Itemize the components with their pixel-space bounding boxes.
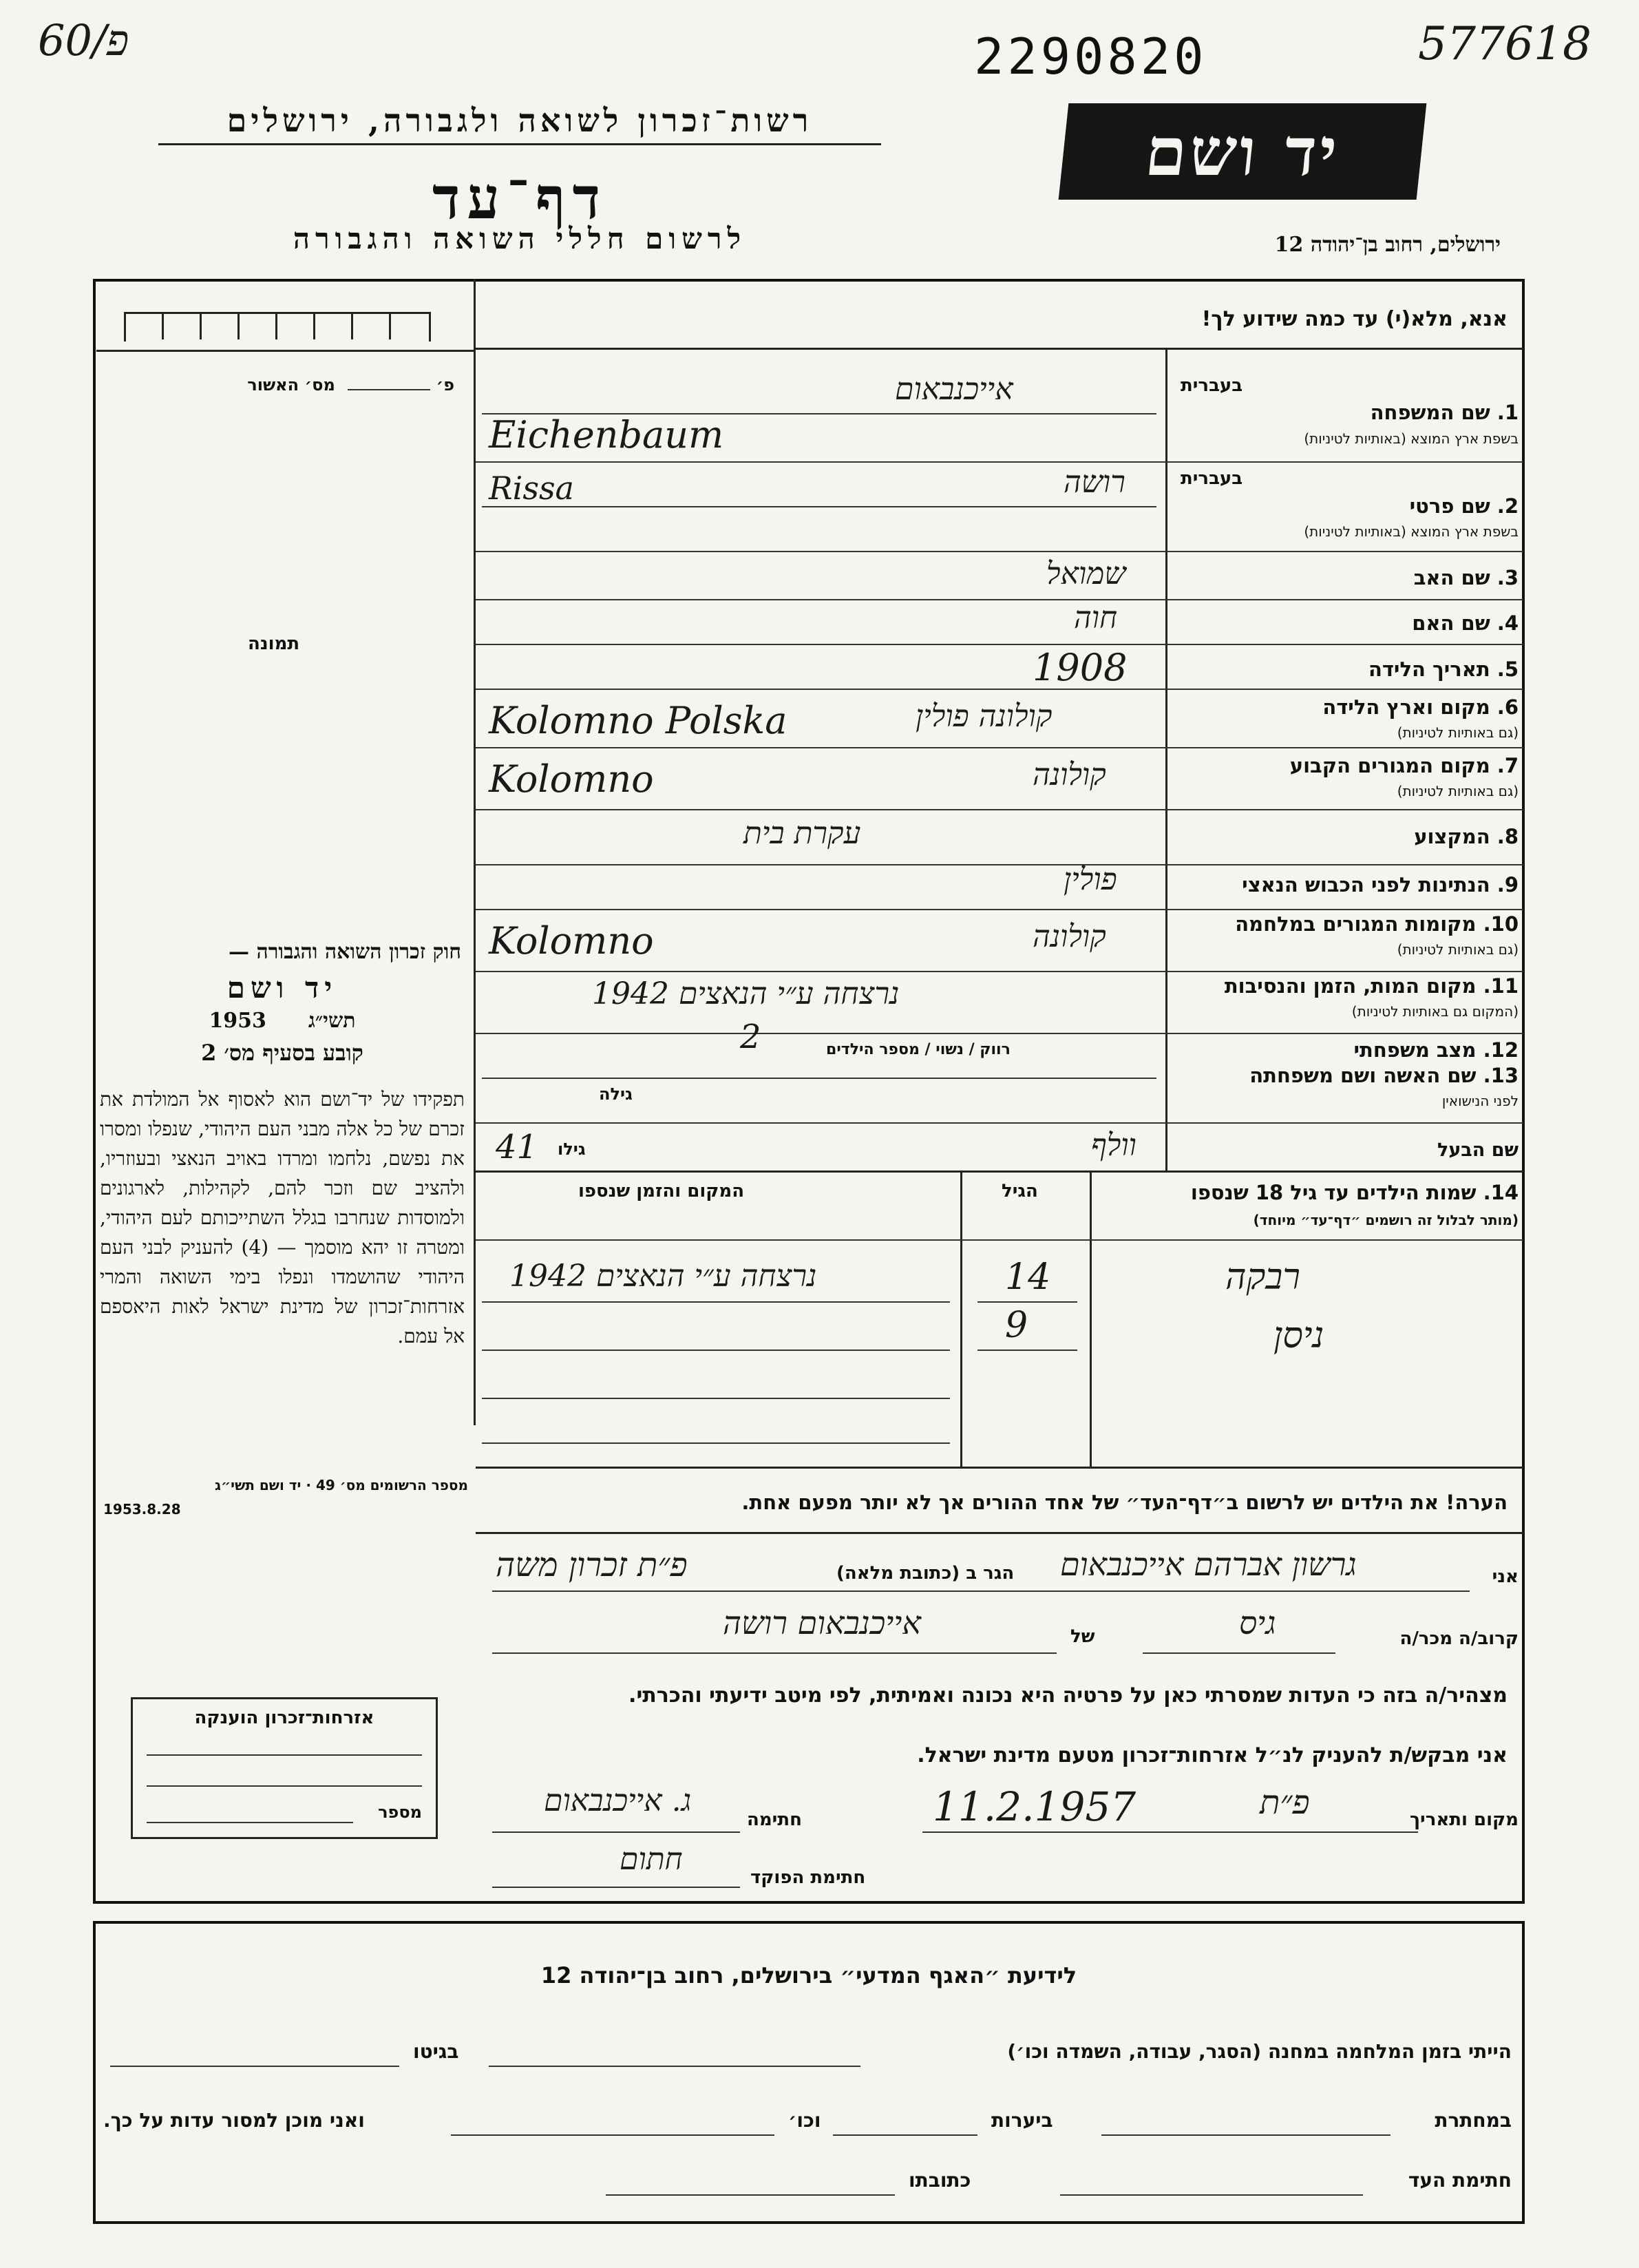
field-13-label: 13. שם האשה ושם משפחתה xyxy=(1249,1064,1519,1087)
declaration-statement: מצהיר/ה בזה כי העדות שמסרתי כאן על פרטיה היא נכונה ואמיתית, לפי מיטב ידיעתי והכרתי. xyxy=(628,1683,1508,1708)
citizenship-number-label: מספר xyxy=(378,1803,422,1822)
signature-value: ג. אייכנבאום xyxy=(544,1783,692,1818)
field-4-value: חוה xyxy=(1074,600,1118,636)
labels-column-divider xyxy=(1165,348,1167,1170)
field-9-label: 9. הנתינות לפני הכבוש הנאצי xyxy=(1242,873,1519,896)
row-sep xyxy=(476,644,1523,645)
bottom-line1-blank2 xyxy=(110,2066,399,2067)
row-sep xyxy=(476,747,1523,748)
relation-value: גיס xyxy=(1239,1604,1276,1641)
bottom-line3-blank1 xyxy=(1060,2194,1363,2196)
value-subline xyxy=(482,506,1156,507)
bottom-line2-start: במחתרת xyxy=(1435,2109,1512,2132)
row-sep xyxy=(476,971,1523,972)
logo-text: יד ושם xyxy=(1141,112,1344,191)
signature-label: חתימה xyxy=(747,1809,802,1830)
field-12-label: 12. מצב משפחתי xyxy=(1353,1038,1519,1062)
field-11-value: נרצחה ע״י הנאצים 1942 xyxy=(592,976,900,1011)
address-line: ירושלים, רחוב בן־יהודה 12 xyxy=(1274,233,1501,257)
field-1-heb-hint: בעברית xyxy=(1181,375,1243,396)
form-title: דף־עד xyxy=(432,164,607,232)
field-4-label: 4. שם האם xyxy=(1412,611,1519,635)
corner-mark-left: 60/פ xyxy=(38,15,129,65)
approval-number-row xyxy=(117,375,454,395)
place-value: פ״ת xyxy=(1260,1783,1310,1822)
husband-age-label: גילו xyxy=(558,1140,586,1159)
note-underline xyxy=(476,1532,1523,1534)
form-subtitle: לרשום חללי השואה והגבורה xyxy=(293,222,747,255)
bottom-line2-blank1 xyxy=(1101,2134,1390,2136)
relative-label: קרוב/ה מכר/ה xyxy=(1399,1628,1519,1649)
citizenship-box-line xyxy=(147,1754,422,1756)
field-2-value-lat: Rissa xyxy=(489,470,574,507)
field-10-value-lat: Kolomno xyxy=(489,919,654,963)
children-label: 14. שמות הילדים עד גיל 18 שנספו xyxy=(1190,1181,1519,1204)
law-name: יד ושם xyxy=(226,971,338,1005)
field-6-value-lat: Kolomno Polska xyxy=(489,699,787,742)
field-3-label: 3. שם האב xyxy=(1413,566,1519,589)
field-10-sub: (גם באותיות לטיניות) xyxy=(1397,941,1519,958)
citizenship-number-line xyxy=(147,1822,353,1823)
field-1-value-lat: Eichenbaum xyxy=(489,413,724,456)
bottom-line2-mid1: ביערות xyxy=(991,2109,1053,2132)
bottom-line1-label: הייתי בזמן המלחמה במחנה (הסגר, עבודה, השמדה וכו׳) xyxy=(1007,2040,1512,2063)
field-8-label: 8. המקצוע xyxy=(1414,825,1519,848)
bottom-line2-mid2: וכו׳ xyxy=(788,2109,821,2132)
husband-name-label: שם הבעל xyxy=(1437,1140,1519,1161)
bottom-line2-blank3 xyxy=(451,2134,774,2136)
children-row-line xyxy=(482,1301,950,1303)
row-sep xyxy=(476,1122,1523,1124)
instruction-underline xyxy=(476,348,1523,350)
of-label: של xyxy=(1070,1626,1095,1647)
field-13-age-label: גילה xyxy=(599,1084,633,1104)
children-note: הערה! את הילדים יש לרשום ב״דף־העד״ של אחד ההורים אך לא יותר מפעם אחת. xyxy=(741,1491,1508,1514)
row-sep xyxy=(476,1033,1523,1034)
field-2-label: 2. שם פרטי xyxy=(1409,494,1519,518)
declarant-name: גרשון אברהם אייכנבאום xyxy=(1060,1546,1357,1583)
row-sep xyxy=(476,599,1523,600)
child-1-age: 14 xyxy=(1005,1257,1051,1298)
field-2-value-heb: רושה xyxy=(1064,465,1125,500)
row-sep xyxy=(476,461,1523,463)
child-2-name: ניסן xyxy=(1273,1315,1324,1356)
field-8-value: עקרת בית xyxy=(743,816,861,851)
officer-signature-line xyxy=(492,1887,740,1888)
declaration-line xyxy=(492,1590,1470,1592)
field-13-sub: לפני הנישואין xyxy=(1441,1093,1519,1109)
relation-line xyxy=(1143,1652,1335,1654)
publication-note: מספר הרשומים מס׳ 49 · יד ושם תשי״ג xyxy=(215,1477,468,1493)
authority-line: רשות־זכרון לשואה ולגבורה, ירושלים xyxy=(226,102,813,139)
place-date-label: מקום ותאריך xyxy=(1410,1809,1519,1830)
field-2-heb-hint: בעברית xyxy=(1181,468,1243,489)
officer-signature-value: חתום xyxy=(620,1842,683,1877)
row-sep xyxy=(476,909,1523,910)
children-col-age: הגיל xyxy=(1002,1181,1038,1201)
children-row-line xyxy=(977,1350,1077,1351)
children-row-line xyxy=(482,1442,950,1444)
law-year-heb: תשי״ג xyxy=(308,1009,356,1033)
citizenship-box-title: אזרחות־זכרון הוענקה xyxy=(194,1708,374,1728)
child-1-name: רבקה xyxy=(1225,1257,1300,1298)
field-5-label: 5. תאריך הלידה xyxy=(1368,658,1519,681)
children-divider-age xyxy=(960,1170,962,1467)
yad-vashem-logo xyxy=(1059,103,1427,200)
bottom-line3-signature-label: חתימת העד xyxy=(1408,2169,1512,2192)
field-1-sub: בשפת ארץ המוצא (באותיות לטיניות) xyxy=(1304,430,1519,447)
field-12-value: 2 xyxy=(740,1018,761,1056)
bottom-line3-address-label: כתובתו xyxy=(909,2169,971,2192)
citizenship-box xyxy=(131,1697,438,1839)
corner-mark-right: 577618 xyxy=(1418,17,1592,70)
side-header-boxes xyxy=(96,281,474,352)
instruction-line: אנא, מלא(י) עד כמה שידוע לך! xyxy=(1201,307,1508,331)
field-6-sub: (גם באותיות לטיניות) xyxy=(1397,724,1519,741)
row-sep xyxy=(476,1170,1523,1173)
authority-underline xyxy=(158,143,881,145)
children-row-line xyxy=(482,1350,950,1351)
field-11-sub: (המקום גם באותיות לטיניות) xyxy=(1351,1003,1519,1020)
field-11-label: 11. מקום המות, הזמן והנסיבות xyxy=(1224,974,1519,998)
field-6-value-heb: קולונה פולין xyxy=(916,699,1053,734)
law-clause: קובע בסעיף מס׳ 2 xyxy=(201,1040,363,1066)
declarant-address: פ״ת זכרון משה xyxy=(496,1546,688,1584)
children-row-line xyxy=(482,1398,950,1399)
law-title: חוק זכרון השואה והגבורה — xyxy=(229,940,461,964)
children-table-bottom xyxy=(476,1467,1523,1469)
field-6-label: 6. מקום וארץ הלידה xyxy=(1322,695,1519,719)
value-subline xyxy=(482,1078,1156,1079)
field-5-value: 1908 xyxy=(1033,646,1128,689)
bottom-line2-end: ואני מוכן למסור עדות על כך. xyxy=(103,2109,365,2132)
row-sep xyxy=(476,809,1523,810)
serial-number: 2290820 xyxy=(974,28,1207,85)
field-1-value-heb: אייכנבאום xyxy=(895,372,1013,407)
children-col-place: המקום והזמן שנספו xyxy=(578,1181,745,1201)
child-1-place: נרצחה ע״י הנאצים 1942 xyxy=(509,1259,817,1294)
children-divider-name xyxy=(1090,1170,1092,1467)
bottom-line2-blank2 xyxy=(833,2134,977,2136)
of-person-value: אייכנבאום רושה xyxy=(723,1604,921,1641)
photo-label: תמונה xyxy=(248,633,300,654)
field-10-label: 10. מקומות המגורים במלחמה xyxy=(1235,912,1519,936)
field-3-value: שמואל xyxy=(1046,556,1126,591)
law-year-row xyxy=(103,1009,461,1033)
children-header-underline xyxy=(476,1239,1523,1241)
field-10-value-heb: קולונה xyxy=(1033,919,1106,954)
field-7-value-heb: קולונה xyxy=(1033,757,1106,792)
field-12-printed: רווק / נשוי / מספר הילדים xyxy=(826,1041,1011,1058)
bottom-line1-end: בגיטו xyxy=(413,2040,459,2063)
bottom-line3-blank2 xyxy=(606,2194,895,2196)
side-column-divider xyxy=(474,279,476,1425)
date-line xyxy=(922,1831,1418,1833)
law-text: תפקידו של יד־ושם הוא לאסוף אל המולדת את זכרם של כל אלה מבני העם היהודי, שנפלו ומסרו את נפשם, נלחמו ומרדו באויב הנאצי ובעוזריו, ולהציב שם וזכר להם, לקהילות, לארגונים ולמוסדות שנחרבו בגלל השתייכותם לעם היהודי, ומטרה זו יהא מוסמך — (4) להעניק לבני העם היהודי שהושמדו ונפלו בימי השואה והמרי אזרחות־זכרון של מדינת ישראל לאות היאספם אל עמם. xyxy=(100,1088,465,1347)
row-sep xyxy=(476,689,1523,690)
signature-line xyxy=(492,1831,740,1833)
officer-signature-label: חתימת הפוקד xyxy=(750,1867,866,1888)
declaration-request: אני מבקש/ת להעניק לנ״ל אזרחות־זכרון מטעם מדינת ישראל. xyxy=(917,1743,1508,1767)
field-2-sub: בשפת ארץ המוצא (באותיות לטיניות) xyxy=(1304,523,1519,540)
children-sub: (מותר לבלול זה רושמים ״דף־עד״ מיוחד) xyxy=(1253,1212,1519,1228)
declaration-i-label: אני xyxy=(1492,1566,1519,1587)
publication-date: 1953.8.28 xyxy=(103,1501,181,1518)
husband-name-value: וולף xyxy=(1091,1128,1136,1163)
approval-number-label: מס׳ האשור xyxy=(247,375,335,395)
field-9-value: פולין xyxy=(1064,862,1117,897)
approval-prefix: פ׳ xyxy=(436,375,454,395)
residing-label: הגר ב (כתובת מלאה) xyxy=(836,1563,1015,1584)
date-value: 11.2.1957 xyxy=(933,1783,1136,1830)
row-sep xyxy=(476,864,1523,865)
field-7-value-lat: Kolomno xyxy=(489,757,654,801)
field-1-label: 1. שם המשפחה xyxy=(1370,401,1519,424)
field-7-sub: (גם באותיות לטיניות) xyxy=(1397,783,1519,799)
bottom-line1-blank xyxy=(489,2066,860,2067)
law-year: 1953 xyxy=(209,1009,266,1033)
children-row-line xyxy=(977,1301,1077,1303)
citizenship-box-line xyxy=(147,1785,422,1787)
bottom-notice: לידיעת ״האגף המדעי״ בירושלים, רחוב בן־יהודה 12 xyxy=(540,1962,1077,1988)
husband-age-value: 41 xyxy=(496,1128,538,1166)
of-person-line xyxy=(492,1652,1057,1654)
field-7-label: 7. מקום המגורים הקבוע xyxy=(1289,754,1519,777)
row-sep xyxy=(476,551,1523,552)
child-2-age: 9 xyxy=(1005,1305,1028,1346)
